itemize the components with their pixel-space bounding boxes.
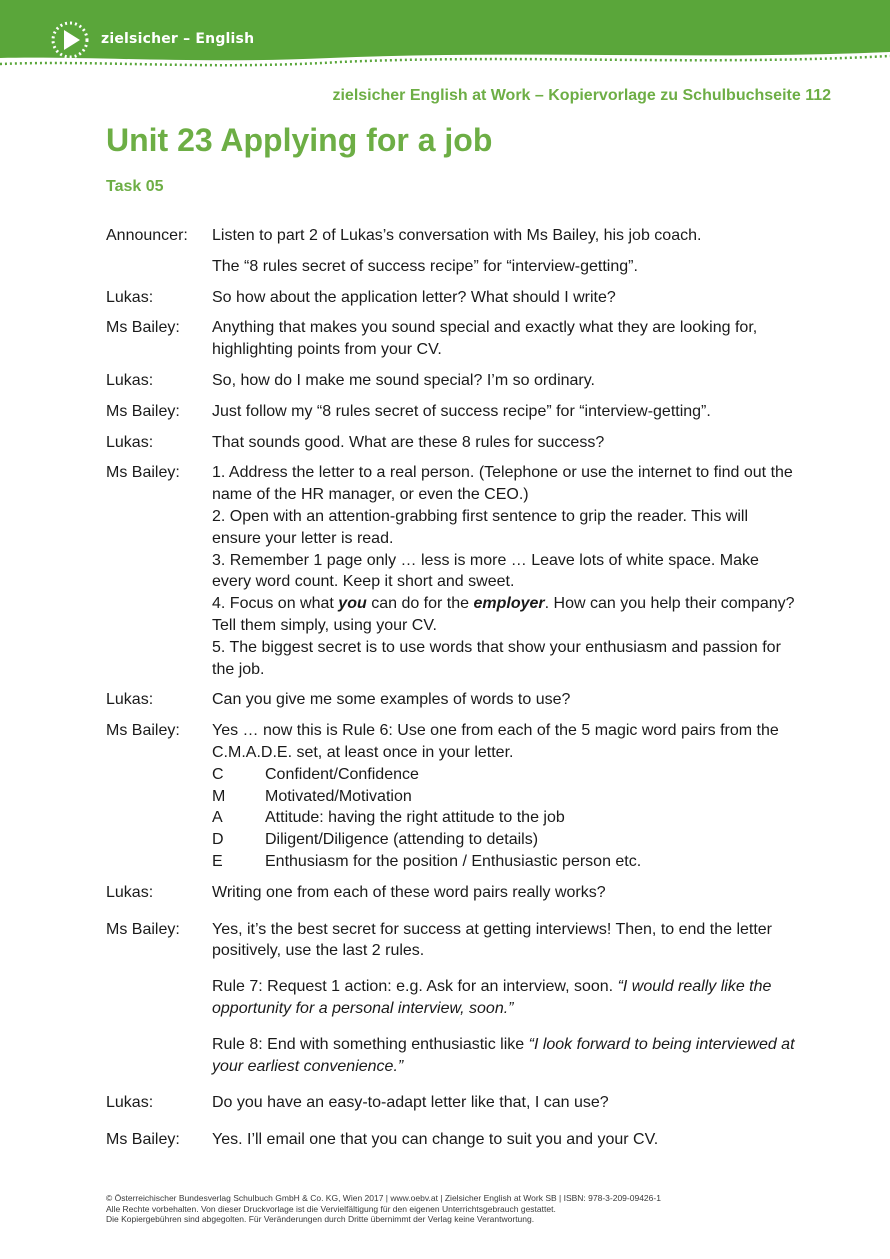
- rule-4: 4. Focus on what you can do for the employer. How can you help their company? Tell them simply, using your CV.: [212, 595, 795, 634]
- word-pair: [212, 786, 796, 808]
- speaker: Lukas:: [106, 288, 154, 306]
- footer-line: © Österreichischer Bundesverlag Schulbuch GmbH & Co. KG, Wien 2017 | www.oebv.at | Zielsicher English at Work SB | ISBN: 978-3-209-09426-1: [106, 1193, 661, 1203]
- speaker: Lukas:: [106, 1094, 154, 1112]
- dialogue-row: [106, 1092, 796, 1114]
- utterance: Yes, it’s the best secret for success at getting interviews! Then, to end the letter positively, use the last 2 rules.: [212, 920, 773, 960]
- speaker: Announcer:: [106, 227, 188, 244]
- utterance: Listen to part 2 of Lukas’s conversation with Ms Bailey, his job coach.: [212, 227, 702, 244]
- page-title: Unit 23 Applying for a job: [106, 122, 493, 158]
- play-icon: [50, 20, 90, 60]
- dialogue-row: [106, 462, 796, 680]
- dialogue-row: [106, 1129, 796, 1151]
- dialogue-row: [106, 256, 796, 278]
- rule-8-quote: “I look forward to being interviewed at your earliest convenience.”: [212, 1035, 795, 1075]
- speaker: Ms Bailey:: [106, 920, 180, 938]
- dialogue-row: [106, 919, 796, 1078]
- utterance: Anything that makes you sound special and exactly what they are looking for, highlighting points from your CV.: [212, 319, 758, 359]
- pair-text: Enthusiasm for the position / Enthusiastic person etc.: [265, 852, 642, 870]
- dialogue-row: [106, 720, 796, 873]
- utterance: Can you give me some examples of words to use?: [212, 691, 571, 709]
- emphasis-you: you: [338, 595, 367, 613]
- utterance: Writing one from each of these word pairs really works?: [212, 883, 606, 901]
- rule-2: 2. Open with an attention-grabbing first sentence to grip the reader. This will ensure your letter is read.: [212, 507, 749, 547]
- utterance: Yes … now this is Rule 6: Use one from each of the 5 magic word pairs from the C.M.A.D.E. set, at least once in your letter.: [212, 722, 779, 761]
- speaker: Lukas:: [106, 691, 154, 709]
- pair-letter: E: [212, 852, 223, 870]
- dialogue-row: [106, 370, 796, 392]
- rule-8: Rule 8: End with something enthusiastic like “I look forward to being interviewed at your earliest convenience.”: [212, 1035, 795, 1075]
- utterance: Yes. I’ll email one that you can change to suit you and your CV.: [212, 1131, 659, 1149]
- pair-text: Diligent/Diligence (attending to details): [265, 831, 539, 849]
- speaker: Lukas:: [106, 371, 154, 389]
- speaker: Ms Bailey:: [106, 722, 180, 740]
- rule-3: 3. Remember 1 page only … less is more … Leave lots of white space. Make every word count. Keep it short and sweet.: [212, 551, 759, 591]
- rule-5: 5. The biggest secret is to use words that show your enthusiasm and passion for the job.: [212, 638, 781, 678]
- dialogue-row: [106, 689, 796, 711]
- speaker: Ms Bailey:: [106, 464, 180, 482]
- rule-7-quote: “I would really like the opportunity for a personal interview, soon.”: [212, 978, 772, 1017]
- utterance: Just follow my “8 rules secret of success recipe” for “interview-getting”.: [212, 402, 711, 420]
- pair-text: Motivated/Motivation: [265, 787, 412, 805]
- word-pair: [212, 851, 796, 873]
- footer-line: Die Kopiergebühren sind abgegolten. Für Veränderungen durch Dritte übernimmt der Verlag keine Verantwortung.: [106, 1214, 535, 1224]
- utterance: The “8 rules secret of success recipe” for “interview-getting”.: [212, 257, 638, 275]
- dialogue-row: [106, 317, 796, 361]
- word-pair: [212, 829, 796, 851]
- pair-letter: A: [212, 809, 223, 827]
- pair-text: Attitude: having the right attitude to the job: [265, 809, 565, 827]
- speaker: Ms Bailey:: [106, 402, 180, 420]
- speaker: Lukas:: [106, 883, 154, 901]
- dialogue-row: [106, 432, 796, 454]
- dialogue-row: [106, 882, 796, 904]
- pair-letter: D: [212, 831, 224, 849]
- utterance: So how about the application letter? What should I write?: [212, 288, 616, 306]
- dialogue: [106, 225, 796, 1151]
- rule-1: 1. Address the letter to a real person. (Telephone or use the internet to find out the name of the HR manager, or even the CEO.): [212, 464, 793, 504]
- word-pair: [212, 807, 796, 829]
- page-subtitle: zielsicher English at Work – Kopiervorlage zu Schulbuchseite 112: [332, 87, 831, 104]
- pair-letter: M: [212, 787, 226, 805]
- word-pair: [212, 764, 796, 786]
- dialogue-row: [106, 401, 796, 423]
- dialogue-row: [106, 225, 796, 247]
- emphasis-employer: employer: [473, 595, 545, 613]
- footer: [106, 1193, 661, 1225]
- pair-text: Confident/Confidence: [265, 765, 419, 783]
- speaker: Ms Bailey:: [106, 319, 180, 337]
- rule-7: Rule 7: Request 1 action: e.g. Ask for an interview, soon. “I would really like the opportunity for a personal interview, soon.”: [212, 978, 772, 1017]
- footer-line: Alle Rechte vorbehalten. Von dieser Druckvorlage ist die Vervielfältigung für den eigenen Unterrichtsgebrauch gestattet.: [106, 1203, 556, 1214]
- utterance: Do you have an easy-to-adapt letter like that, I can use?: [212, 1094, 609, 1112]
- rules-list: [212, 462, 796, 680]
- pair-letter: C: [212, 765, 224, 783]
- speaker: Ms Bailey:: [106, 1131, 180, 1149]
- task-label: Task 05: [106, 178, 164, 195]
- utterance: That sounds good. What are these 8 rules for success?: [212, 433, 605, 451]
- brand-name: zielsicher – English: [101, 31, 255, 47]
- dialogue-row: [106, 287, 796, 309]
- utterance: So, how do I make me sound special? I’m so ordinary.: [212, 371, 595, 389]
- speaker: Lukas:: [106, 433, 154, 451]
